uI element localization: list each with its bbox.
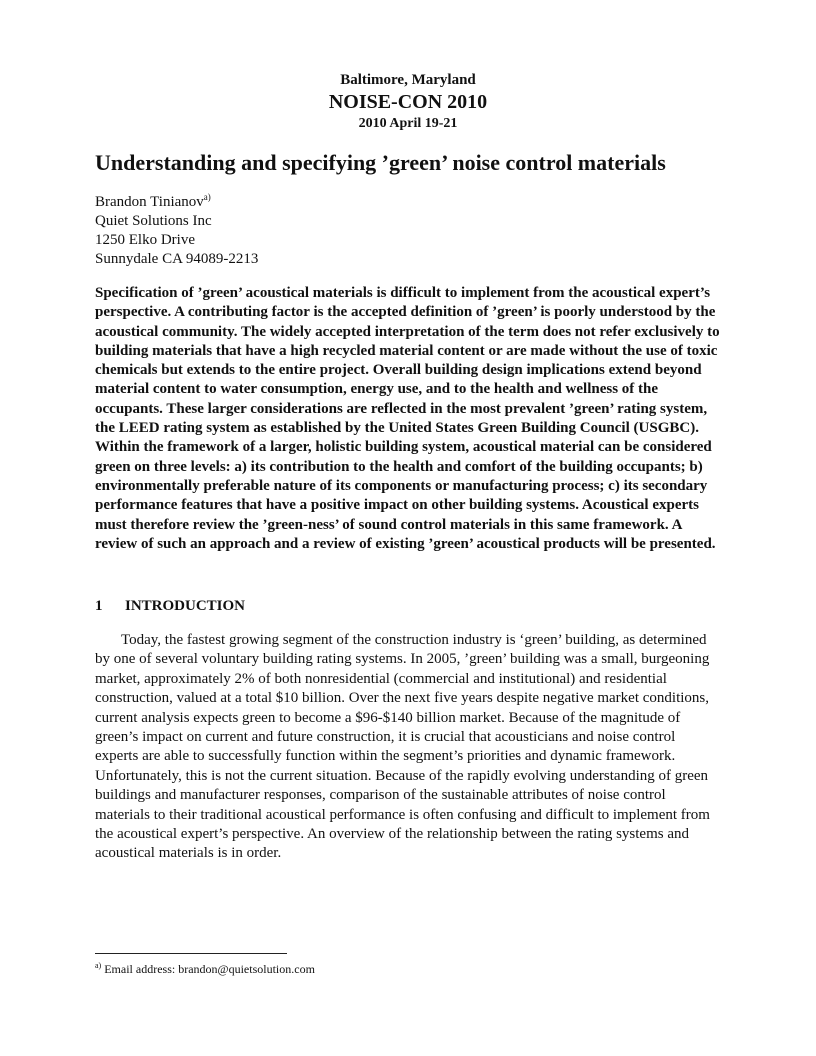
conference-header xyxy=(0,70,816,133)
section-title: INTRODUCTION xyxy=(125,598,246,614)
footnote-divider xyxy=(95,953,287,954)
section-number: 1 xyxy=(95,598,103,614)
footnote-text: Email address: brandon@quietsolution.com xyxy=(101,962,315,976)
conference-name: NOISE-CON 2010 xyxy=(328,91,488,113)
author-line xyxy=(95,193,258,212)
footnote-marker: a) xyxy=(95,961,102,970)
abstract: Specification of ’green’ acoustical materials is difficult to implement from the acoustical expert’s perspective. A contributing factor is the accepted definition of ’green’ is poorly understood by the acoustical community. The widely accepted interpretation of the term does not refer exclusively to building materials that have a high recycled material content or are made without the use of toxic chemicals but extends to the entire project. Overall building design implications extend beyond material content to water consumption, energy use, and to the health and wellness of the occupants. These larger considerations are reflected in the most prevalent ’green’ rating system, the LEED rating system as established by the United States Green Building Council (USGBC). Within the framework of a larger, holistic building system, acoustical material can be considered green on three levels: a) its contribution to the health and comfort of the building occupants; b) environmentally preferable nature of its components or manufacturing process; c) its secondary performance features that have a positive impact on other building systems. Acoustical experts must therefore review the ’green-ness’ of sound control materials in this same framework. A review of such an approach and a review of existing ’green’ acoustical products will be presented. xyxy=(95,285,720,552)
author-affiliation: Quiet Solutions Inc xyxy=(95,213,212,229)
author-street: 1250 Elko Drive xyxy=(95,232,195,248)
paper-title: Understanding and specifying ’green’ noise control materials xyxy=(95,150,666,175)
introduction-paragraph: Today, the fastest growing segment of the construction industry is ‘green’ building, as determined by one of several voluntary building rating systems. In 2005, ’green’ building was a small, burgeoning market, approximately 2% of both nonresidential (commercial and institutional) and residential construction, valued at a total $10 billion. Over the next five years despite negative market conditions, current analysis expects green to become a $96-$140 billion market. Because of the magnitude of green’s impact on current and future construction, it is crucial that acousticians and noise control experts are able to successfully function within the segment’s priorities and dynamic framework. Unfortunately, this is not the current situation. Because of the rapidly evolving understanding of green buildings and manufacturer responses, comparison of the sustainable attributes of noise control materials to their traditional acoustical performance is often confusing and difficult to implement from the acoustical expert’s perspective. An overview of the relationship between the rating systems and acoustical materials is in order. xyxy=(95,632,710,862)
author-block xyxy=(95,193,258,269)
footnote xyxy=(95,961,315,977)
author-city: Sunnydale CA 94089-2213 xyxy=(95,251,259,267)
author-footnote-marker: a) xyxy=(203,192,211,202)
conference-location: Baltimore, Maryland xyxy=(340,72,476,88)
section-heading-introduction xyxy=(95,597,245,616)
author-name: Brandon Tinianov xyxy=(95,194,204,210)
conference-date: 2010 April 19-21 xyxy=(358,116,458,131)
